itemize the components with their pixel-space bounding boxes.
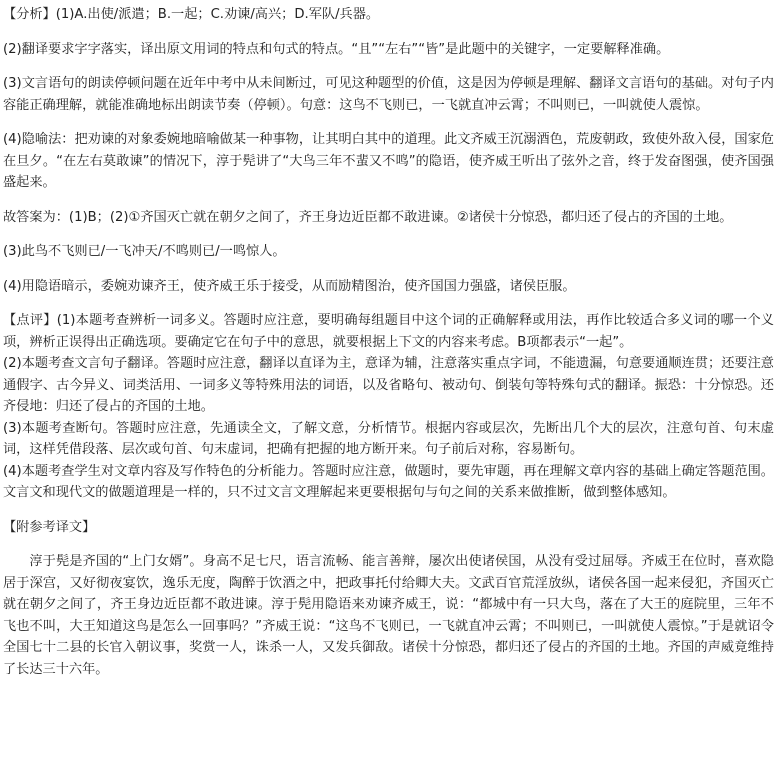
comment-paragraph-1: 【点评】(1)本题考查辨析一词多义。答题时应注意，要明确每组题目中这个词的正确解释或用法，再作比较适合多义词的哪一个义项，辨析正误得出正确选项。要确定它在句子中的意思，就要根据上下文的内容来考虑。B项都表示“一起”。 bbox=[3, 313, 774, 350]
analysis-paragraph-1: 【分析】(1)A.出使/派遣；B.一起；C.劝谏/高兴；D.军队/兵器。 bbox=[3, 7, 380, 22]
comment-paragraph-2: (2)本题考查文言句子翻译。答题时应注意，翻译以直译为主，意译为辅，注意落实重点字词，不能遗漏，句意要通顺连贯；还要注意通假字、古今异义、词类活用、一词多义等特殊用法的词语，以及省略句、被动句、倒装句等特殊句式的翻译。振恐：十分惊恐。还齐侵地：归还了侵占的齐国的土地。 bbox=[3, 356, 774, 414]
analysis-paragraph-3: (3)文言语句的朗读停顿问题在近年中考中从未间断过，可见这种题型的价值，这是因为停顿是理解、翻译文言语句的基础。对句子内容能正确理解，就能准确地标出朗读节奏（停顿）。句意：这鸟不飞则已，一飞就直冲云霄；不叫则已，一叫就使人震惊。 bbox=[3, 76, 774, 113]
spacer bbox=[3, 116, 774, 129]
answer-paragraph-1: 故答案为：(1)B；(2)①齐国灭亡就在朝夕之间了，齐王身边近臣都不敢进谏。②诸侯十分惊恐，都归还了侵占的齐国的土地。 bbox=[3, 209, 733, 225]
answer-paragraph-3: (3)此鸟不飞则已/一飞冲天/不鸣则已/一鸣惊人。 bbox=[3, 244, 286, 259]
spacer bbox=[3, 26, 774, 39]
spacer bbox=[3, 228, 774, 241]
answer-paragraph-4: (4)用隐语暗示，委婉劝谏齐王，使齐威王乐于接受，从而励精图治，使齐国国力强盛，诸侯臣服。 bbox=[3, 278, 576, 294]
spacer bbox=[3, 60, 774, 73]
spacer bbox=[3, 263, 774, 276]
translation-heading: 【附参考译文】 bbox=[3, 519, 96, 535]
spacer bbox=[3, 297, 774, 310]
spacer bbox=[3, 194, 774, 207]
comment-paragraph-3: (3)本题考查断句。答题时应注意，先通读全文，了解文意，分析情节。根据内容或层次，先断出几个大的层次，注意句首、句末虚词，这样凭借段落、层次或句首、句末虚词，把确有把握的地方断开来。句子前后对称，容易断句。 bbox=[3, 420, 774, 457]
comment-paragraph-4: (4)本题考查学生对文章内容及写作特色的分析能力。答题时应注意，做题时，要先审题，再在理解文章内容的基础上确定答题范围。文言文和现代文的做题道理是一样的，只不过文言文理解起来更要根据句与句之间的关系来做推断，做到整体感知。 bbox=[3, 463, 774, 500]
analysis-paragraph-4: (4)隐喻法：把劝谏的对象委婉地暗喻做某一种事物，让其明白其中的道理。此文齐威王沉溺酒色，荒废朝政，致使外敌入侵，国家危在旦夕。“在左右莫敢谏”的情况下，淳于髡讲了“大鸟三年不蜚又不鸣”的隐语，使齐威王听出了弦外之音，终于发奋图强，使齐国强盛起来。 bbox=[3, 132, 774, 190]
translation-body: 淳于髡是齐国的“上门女婿”。身高不足七尺，语言流畅、能言善辩，屡次出使诸侯国，从没有受过屈辱。齐威王在位时，喜欢隐居于深宫，又好彻夜宴饮，逸乐无度，陶醉于饮酒之中，把政事托付给卿大夫。文武百官荒淫放纵，诸侯各国一起来侵犯，齐国灭亡就在朝夕之间了，齐王身边近臣都不敢进谏。淳于髡用隐语来劝谏齐威王，说：“都城中有一只大鸟，落在了大王的庭院里，三年不飞也不叫，大王知道这鸟是怎么一回事吗？”齐威王说：“这鸟不飞则已，一飞就直冲云霄；不叫则已，一叫就使人震惊。”于是就诏令全国七十二县的长官入朝议事，奖赏一人，诛杀一人，又发兵御敌。诸侯十分惊恐，都归还了侵占的齐国的土地。齐国的声威竟维持了长达三十六年。 bbox=[3, 554, 774, 677]
analysis-paragraph-2: (2)翻译要求字字落实，译出原文用词的特点和句式的特点。“且”“左右”“皆”是此题中的关键字，一定要解释准确。 bbox=[3, 41, 670, 57]
spacer bbox=[3, 538, 774, 551]
spacer bbox=[3, 504, 774, 517]
